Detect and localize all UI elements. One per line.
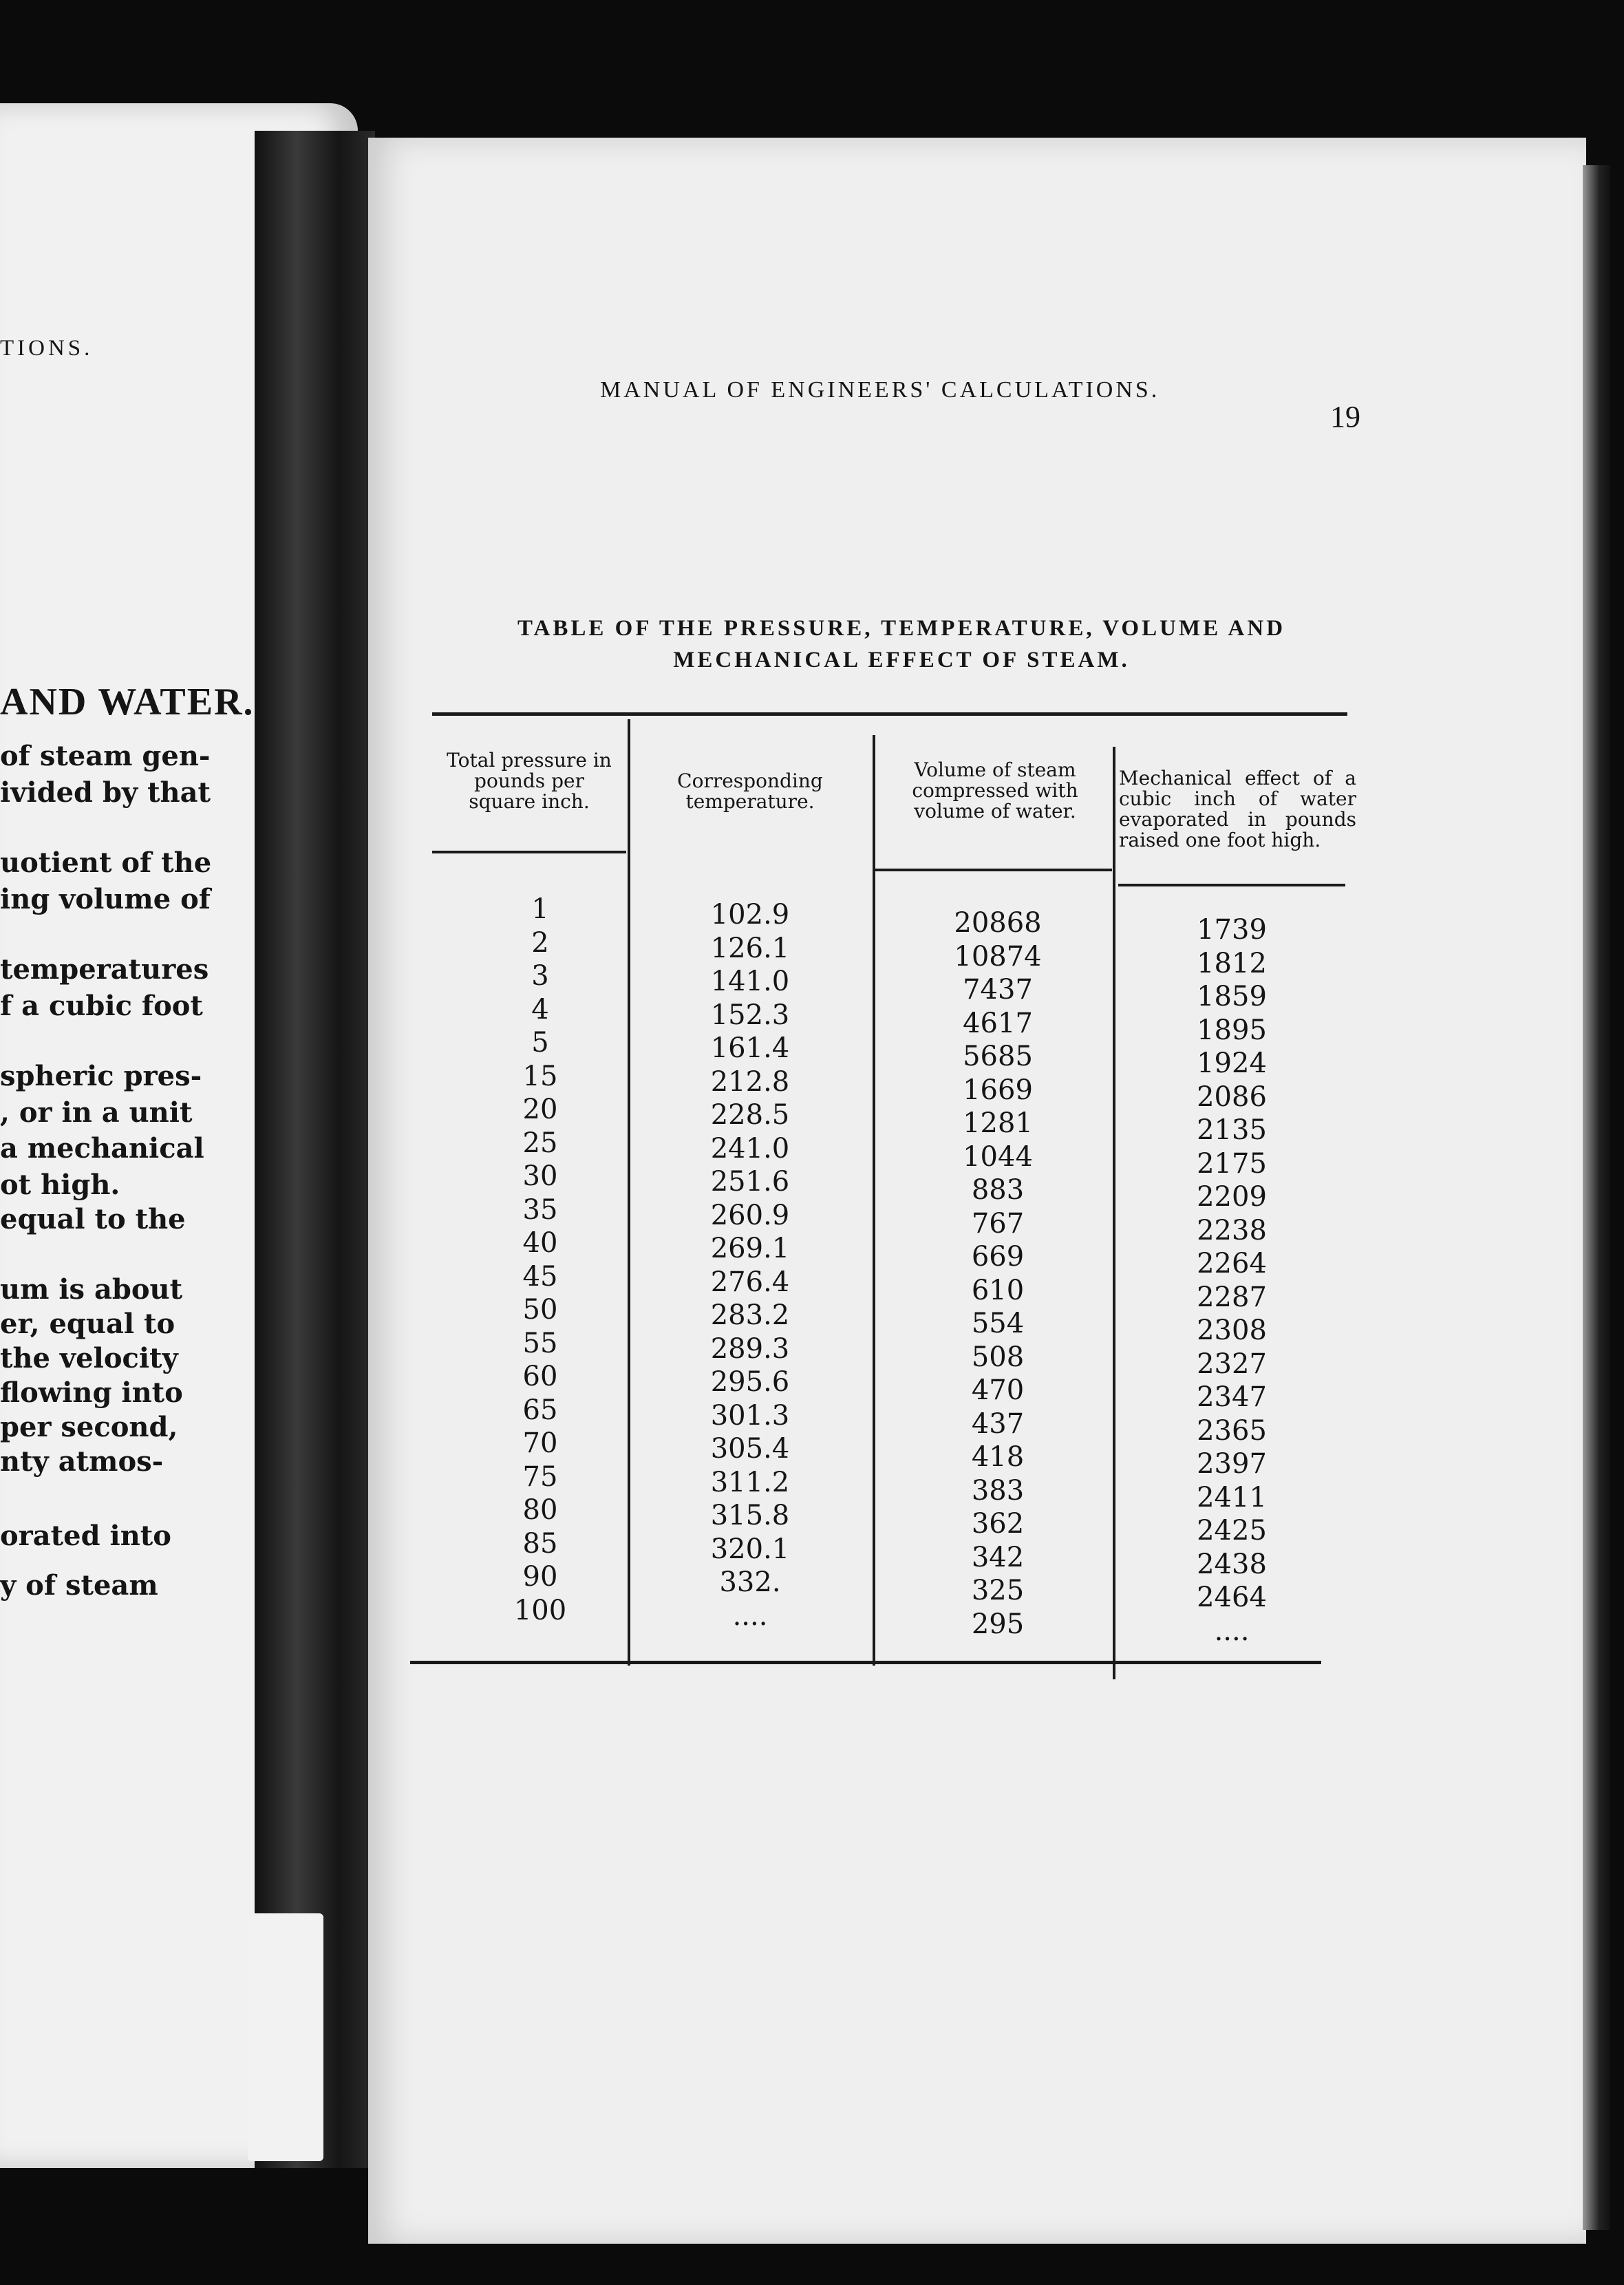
left-page-line: nty atmos- — [0, 1445, 164, 1478]
table-cell: 65 — [522, 1394, 558, 1426]
table-cell: 283.2 — [710, 1299, 790, 1331]
table-cell: 1812 — [1197, 947, 1267, 979]
table-cell: 1924 — [1197, 1048, 1267, 1079]
table-cell: 320.1 — [710, 1533, 790, 1565]
table-cell: 2238 — [1197, 1214, 1267, 1246]
book-gutter — [255, 131, 375, 2168]
left-running-head: TIONS. — [0, 336, 94, 361]
table-cell: 4617 — [963, 1007, 1033, 1039]
left-page-line: the velocity — [0, 1342, 178, 1374]
table-cell: 883 — [971, 1174, 1025, 1206]
table-cell: 1281 — [963, 1107, 1033, 1139]
table-cell: 508 — [971, 1341, 1025, 1373]
table-cell: 470 — [971, 1374, 1025, 1406]
table-cell: 55 — [522, 1327, 558, 1359]
left-page-line: ot high. — [0, 1169, 120, 1201]
table-cell: 315.8 — [710, 1500, 790, 1531]
left-page-line: , or in a unit — [0, 1096, 193, 1129]
left-page-line: a mechanical — [0, 1132, 204, 1165]
table-cell: 767 — [971, 1207, 1025, 1240]
column-temperature — [688, 898, 812, 1633]
table-cell: 2397 — [1197, 1448, 1267, 1480]
table-title-line-1: TABLE OF THE PRESSURE, TEMPERATURE, VOLUME AND — [517, 616, 1286, 641]
table-cell: 5685 — [963, 1041, 1033, 1072]
running-head: MANUAL OF ENGINEERS' CALCULATIONS. — [600, 377, 1160, 403]
left-page-line: um is about — [0, 1273, 183, 1306]
table-cell: 295 — [971, 1608, 1025, 1640]
table-bottom-rule — [410, 1661, 1321, 1664]
header-rule-col3 — [875, 869, 1112, 871]
header-volume: Volume of steam compressed with volume of water. — [912, 758, 1078, 822]
left-page-line: er, equal to — [0, 1308, 175, 1340]
table-cell: 241.0 — [710, 1132, 790, 1165]
left-page-line: ivided by that — [0, 776, 211, 809]
table-cell: 276.4 — [710, 1266, 790, 1298]
table-cell: 45 — [522, 1260, 558, 1293]
table-cell: 325 — [971, 1575, 1025, 1606]
left-section-title: AND WATER. — [0, 681, 255, 723]
left-page-line: of steam gen- — [0, 740, 211, 772]
table-cell: 2327 — [1197, 1348, 1267, 1380]
table-cell: 102.9 — [710, 899, 790, 931]
table-cell: 1739 — [1197, 914, 1267, 946]
table-cell: .... — [1214, 1615, 1250, 1647]
table-cell: 40 — [522, 1227, 558, 1259]
table-cell: 75 — [522, 1460, 558, 1493]
left-page-line: y of steam — [0, 1569, 158, 1602]
table-cell: 35 — [522, 1193, 558, 1226]
table-cell: 20 — [522, 1094, 558, 1125]
table-cell: 3 — [531, 960, 549, 992]
table-cell: 2086 — [1197, 1081, 1267, 1113]
table-cell: 305.4 — [710, 1433, 790, 1465]
left-page-line: spheric pres- — [0, 1060, 202, 1092]
header-mechanical-effect: Mechanical effect of a cubic inch of water evaporated in pounds raised one foot high. — [1119, 767, 1356, 851]
table-cell: 2135 — [1197, 1114, 1267, 1146]
column-divider-1 — [628, 719, 630, 1666]
column-divider-3 — [1113, 747, 1115, 1679]
table-cell: 20868 — [954, 907, 1042, 939]
table-cell: 1895 — [1197, 1014, 1267, 1046]
header-rule-col4 — [1118, 884, 1345, 886]
table-cell: 50 — [522, 1294, 558, 1326]
table-cell: 60 — [522, 1361, 558, 1392]
left-page-line: f a cubic foot — [0, 990, 203, 1022]
table-cell: 152.3 — [710, 999, 790, 1031]
table-cell: 2209 — [1197, 1181, 1267, 1213]
table-cell: 1859 — [1197, 981, 1267, 1012]
table-cell: 2175 — [1197, 1147, 1267, 1180]
table-cell: 295.6 — [710, 1366, 790, 1398]
table-top-rule — [432, 712, 1347, 716]
table-cell: 1044 — [963, 1140, 1033, 1173]
table-cell: 311.2 — [710, 1466, 790, 1498]
table-cell: 2308 — [1197, 1315, 1267, 1346]
header-pressure: Total pressure in pounds per square inch. — [447, 749, 612, 813]
table-cell: 5 — [531, 1027, 549, 1059]
table-cell: 2425 — [1197, 1515, 1267, 1547]
table-cell: 251.6 — [710, 1166, 790, 1198]
table-cell: 85 — [522, 1527, 558, 1560]
left-page-line: flowing into — [0, 1377, 183, 1409]
left-page-line: per second, — [0, 1411, 178, 1443]
table-cell: 90 — [522, 1561, 558, 1593]
left-page-line: equal to the — [0, 1203, 186, 1235]
table-title-line-2: MECHANICAL EFFECT OF STEAM. — [673, 648, 1130, 672]
table-cell: 161.4 — [710, 1032, 790, 1064]
torn-page-edge — [248, 1913, 323, 2161]
table-cell: 4 — [531, 993, 549, 1025]
table-cell: 1669 — [963, 1074, 1033, 1106]
table-cell: 610 — [971, 1274, 1025, 1306]
column-mechanical-effect — [1170, 913, 1294, 1648]
table-cell: 2347 — [1197, 1381, 1267, 1413]
table-cell: 269.1 — [710, 1233, 790, 1264]
table-cell: 228.5 — [710, 1099, 790, 1131]
table-cell: 554 — [971, 1308, 1025, 1339]
table-cell: 2264 — [1197, 1248, 1267, 1279]
left-page-line: orated into — [0, 1520, 171, 1552]
table-cell: .... — [732, 1600, 768, 1632]
table-cell: 362 — [971, 1508, 1025, 1540]
header-temperature: Corresponding temperature. — [677, 769, 823, 813]
table-cell: 289.3 — [710, 1332, 790, 1365]
table-cell: 437 — [971, 1407, 1025, 1440]
table-cell: 260.9 — [710, 1199, 790, 1231]
table-cell: 7437 — [963, 974, 1033, 1006]
table-cell: 418 — [971, 1441, 1025, 1473]
table-cell: 80 — [522, 1494, 558, 1526]
table-title — [440, 613, 1363, 676]
table-cell: 2287 — [1197, 1281, 1267, 1313]
table-cell: 70 — [522, 1427, 558, 1459]
table-cell: 383 — [971, 1474, 1025, 1507]
column-volume — [936, 906, 1060, 1641]
table-cell: 332. — [719, 1566, 781, 1598]
table-cell: 2 — [531, 926, 549, 959]
table-cell: 342 — [971, 1541, 1025, 1573]
table-cell: 25 — [522, 1127, 558, 1159]
table-cell: 301.3 — [710, 1399, 790, 1432]
table-cell: 669 — [971, 1241, 1025, 1273]
page-number: 19 — [1330, 400, 1360, 434]
table-cell: 141.0 — [710, 966, 790, 997]
table-cell: 2411 — [1197, 1481, 1267, 1513]
table-cell: 126.1 — [710, 932, 790, 964]
table-cell: 1 — [531, 893, 549, 925]
table-cell: 2438 — [1197, 1548, 1267, 1580]
table-cell: 2365 — [1197, 1414, 1267, 1447]
table-cell: 15 — [522, 1060, 558, 1092]
table-cell: 10874 — [954, 940, 1042, 973]
left-page-line: uotient of the — [0, 847, 212, 879]
table-cell: 2464 — [1197, 1582, 1267, 1613]
column-pressure — [482, 893, 599, 1627]
column-divider-2 — [873, 735, 875, 1666]
table-cell: 30 — [522, 1160, 558, 1192]
table-cell: 100 — [513, 1594, 567, 1626]
right-page-edge — [1583, 165, 1610, 2230]
table-cell: 212.8 — [710, 1065, 790, 1098]
header-rule-col1 — [432, 851, 626, 853]
left-page-line: temperatures — [0, 953, 209, 986]
left-page-line: ing volume of — [0, 883, 211, 915]
